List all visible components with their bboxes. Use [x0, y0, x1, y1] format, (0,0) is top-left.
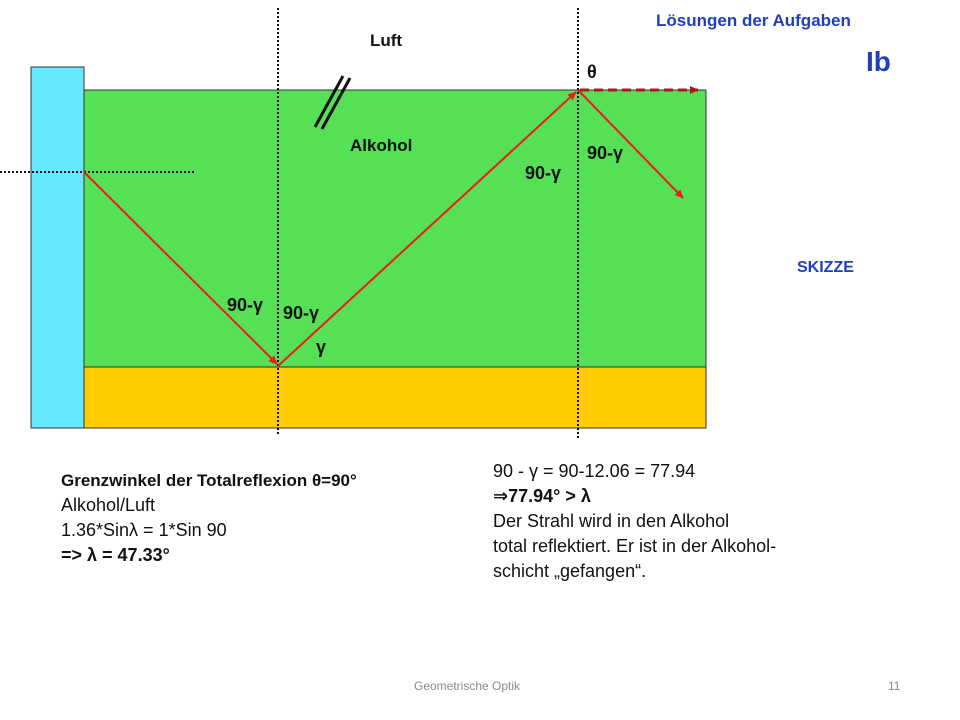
medium-alkohol-label: Alkohol: [350, 136, 413, 155]
reflection-conclusion-block: [493, 459, 776, 584]
conclusion-line-3: schicht „gefangen“.: [493, 561, 647, 581]
side-wall: [31, 67, 84, 428]
angle-theta-label: θ: [587, 62, 597, 82]
angle-complement-label-top-right: 90-γ: [587, 143, 624, 163]
footer-course: Geometrische Optik: [414, 679, 521, 693]
critical-angle-heading: Grenzwinkel der Totalreflexion θ=90°: [61, 471, 357, 490]
angle-computation: 90 - γ = 90-12.06 = 77.94: [493, 461, 696, 481]
critical-angle-block: [61, 468, 357, 568]
angle-complement-label-bottom-right: 90-γ: [283, 303, 320, 323]
media-pair: Alkohol/Luft: [61, 495, 156, 515]
conclusion-line-2: total reflektiert. Er ist in der Alkohol-: [493, 536, 777, 556]
angle-comparison: ⇒77.94° > λ: [493, 486, 591, 506]
footer-page-number: 11: [888, 679, 901, 693]
alcohol-layer: [84, 90, 706, 367]
angle-gamma-label: γ: [316, 337, 327, 357]
header-title: Lösungen der Aufgaben: [656, 11, 851, 30]
critical-angle-result: => λ = 47.33°: [61, 545, 170, 565]
angle-complement-label-top-left: 90-γ: [525, 163, 562, 183]
snell-equation: 1.36*Sinλ = 1*Sin 90: [61, 520, 227, 540]
section-label: Ib: [866, 46, 891, 77]
sketch-label: SKIZZE: [797, 259, 854, 276]
angle-complement-label-bottom-left: 90-γ: [227, 295, 264, 315]
conclusion-line-1: Der Strahl wird in den Alkohol: [493, 511, 730, 531]
bottom-layer: [84, 367, 706, 428]
medium-luft-label: Luft: [370, 31, 403, 50]
